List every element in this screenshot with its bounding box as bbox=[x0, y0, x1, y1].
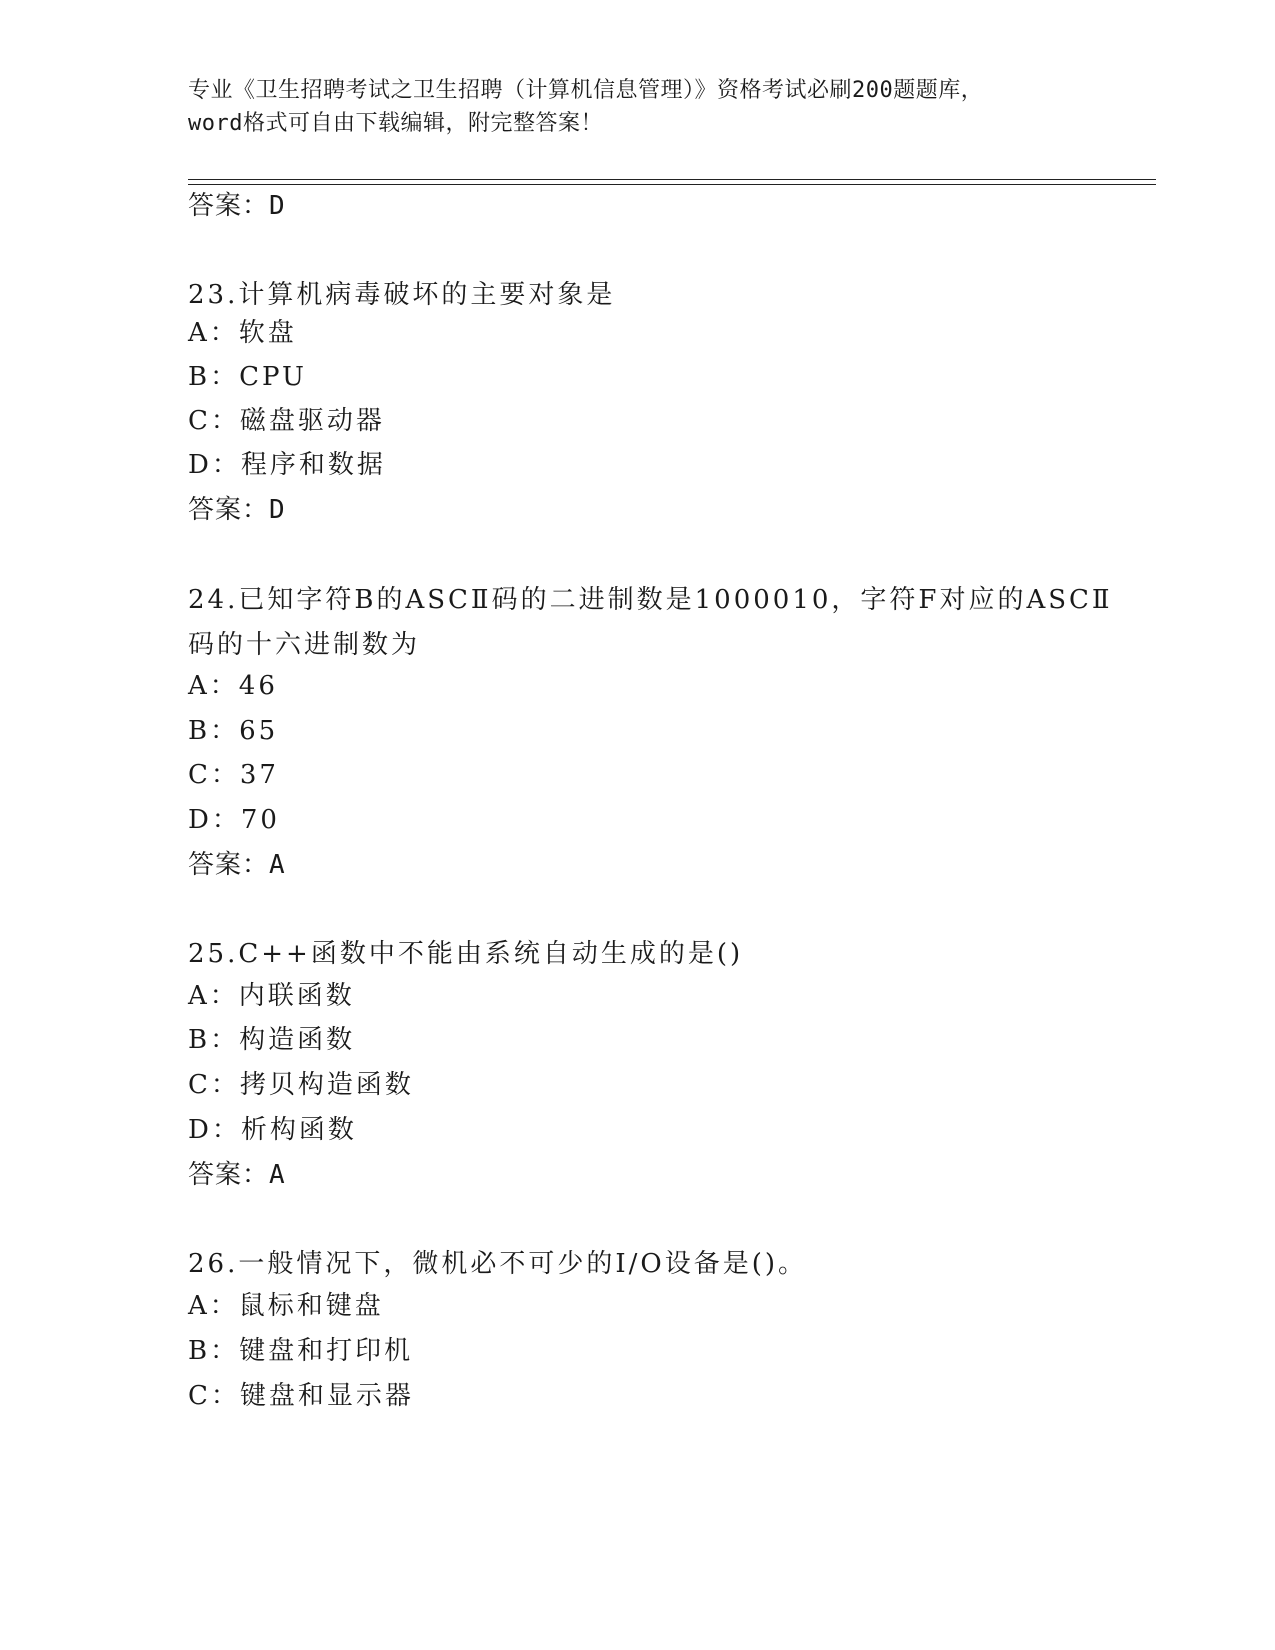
question-26-option-a: A：鼠标和键盘 bbox=[188, 1291, 384, 1321]
header-line-1: 专业《卫生招聘考试之卫生招聘（计算机信息管理）》资格考试必刷200题题库， bbox=[188, 78, 984, 103]
question-23-option-c: C：磁盘驱动器 bbox=[188, 406, 385, 436]
question-26-stem: 26.一般情况下，微机必不可少的I/O设备是()。 bbox=[188, 1249, 807, 1279]
question-25-option-c: C：拷贝构造函数 bbox=[188, 1070, 414, 1100]
answer-line-25 bbox=[188, 1159, 285, 1191]
answer-label: 答案： bbox=[188, 850, 270, 880]
answer-value: D bbox=[269, 495, 285, 525]
document-header bbox=[188, 74, 1088, 140]
question-23-option-b: B：CPU bbox=[188, 362, 307, 392]
question-23-stem: 23.计算机病毒破坏的主要对象是 bbox=[188, 280, 616, 310]
answer-label: 答案： bbox=[188, 1160, 270, 1190]
answer-value: A bbox=[269, 850, 285, 880]
question-25-option-a: A：内联函数 bbox=[188, 981, 355, 1011]
question-24-option-b: B：65 bbox=[188, 716, 279, 746]
answer-line-23 bbox=[188, 494, 285, 526]
header-line-2: word格式可自由下载编辑，附完整答案！ bbox=[188, 111, 603, 136]
question-24-option-a: A：46 bbox=[188, 671, 278, 701]
answer-label: 答案： bbox=[188, 191, 270, 221]
question-25-option-d: D：析构函数 bbox=[188, 1115, 357, 1145]
answer-label: 答案： bbox=[188, 495, 270, 525]
answer-line-22 bbox=[188, 190, 285, 222]
header-divider-top bbox=[188, 179, 1156, 180]
question-26-option-c: C：键盘和显示器 bbox=[188, 1381, 414, 1411]
question-24-stem-line-1: 24.已知字符B的ASCⅡ码的二进制数是1000010，字符F对应的ASCⅡ bbox=[188, 585, 1113, 615]
question-23-option-d: D：程序和数据 bbox=[188, 450, 386, 480]
answer-line-24 bbox=[188, 849, 285, 881]
answer-value: A bbox=[269, 1160, 285, 1190]
header-divider-bottom bbox=[188, 184, 1156, 185]
question-25-stem: 25.C++函数中不能由系统自动生成的是() bbox=[188, 939, 744, 969]
question-24-option-d: D：70 bbox=[188, 805, 280, 835]
question-26-option-b: B：键盘和打印机 bbox=[188, 1336, 414, 1366]
answer-value: D bbox=[269, 191, 285, 221]
question-25-option-b: B：构造函数 bbox=[188, 1025, 356, 1055]
question-24-option-c: C：37 bbox=[188, 760, 279, 790]
question-23-option-a: A：软盘 bbox=[188, 318, 297, 348]
question-24-stem-line-2: 码的十六进制数为 bbox=[188, 630, 421, 660]
